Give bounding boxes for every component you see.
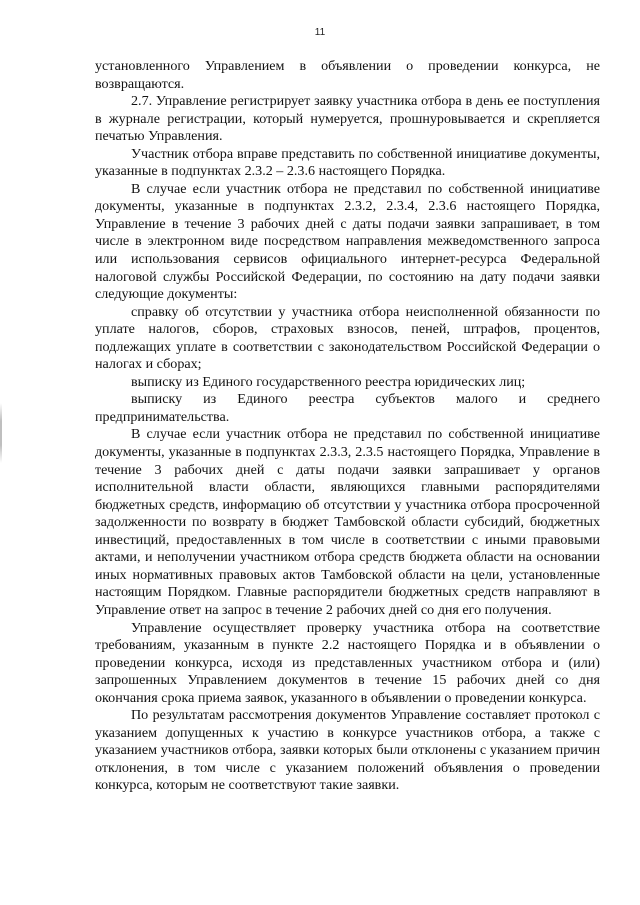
paragraph: выписку из Единого реестра субъектов малого и среднего предпринимательства.: [95, 391, 600, 425]
paragraph: выписку из Единого государственного реестра юридических лиц;: [131, 373, 526, 390]
page-number: 11: [314, 27, 326, 38]
paragraph: 2.7. Управление регистрирует заявку участника отбора в день ее поступления в журнале регистрации, который нумеруется, прошнуровывается и скрепляется печатью Управления.: [95, 93, 600, 145]
paragraph: Управление осуществляет проверку участника отбора на соответствие требованиям, указанным в пункте 2.2 настоящего Порядка и в объявлении о проведении конкурса, исходя из представленных участником отбора и (или) запрошенных Управлением документов в течение 15 рабочих дней со дня окончания срока приема заявок, указанного в объявлении о проведении конкурса.: [95, 619, 600, 706]
paragraph: По результатам рассмотрения документов Управление составляет протокол с указанием допущенных к участию в конкурсе участников отбора, а также с указанием участников отбора, заявки которых были отклонены с указанием причин отклонения, в том числе с указанием положений объявления о проведении конкурса, которым не соответствуют такие заявки.: [95, 707, 600, 794]
scan-edge-mark: [0, 403, 2, 463]
paragraph: Участник отбора вправе представить по собственной инициативе документы, указанные в подпунктах 2.3.2 – 2.3.6 настоящего Порядка.: [95, 145, 600, 180]
paragraph: В случае если участник отбора не представил по собственной инициативе документы, указанные в подпунктах 2.3.2, 2.3.4, 2.3.6 настоящего Порядка, Управление в течение 3 рабочих дней с даты подачи заявки запрашивает, в том числе в электронном виде посредством направления межведомственного запроса или использования сервисов официального интернет-ресурса Федеральной налоговой службы Российской Федерации, по состоянию на дату подачи заявки следующие документы:: [95, 180, 600, 303]
paragraph: установленного Управлением в объявлении о проведении конкурса, не возвращаются.: [95, 58, 600, 92]
paragraph: справку об отсутствии у участника отбора неисполненной обязанности по уплате налогов, сборов, страховых взносов, пеней, штрафов, процентов, подлежащих уплате в соответствии с законодательством Российской Федерации о налогах и сборах;: [95, 303, 600, 373]
document-body: [95, 58, 600, 795]
paragraph: В случае если участник отбора не представил по собственной инициативе документы, указанные в подпунктах 2.3.3, 2.3.5 настоящего Порядка, Управление в течение 3 рабочих дней с даты подачи заявки запрашивает у органов исполнительной власти области, являющихся главными распорядителями бюджетных средств, информацию об отсутствии у участника отбора просроченной задолженности по возврату в бюджет Тамбовской области субсидий, бюджетных инвестиций, предоставленных в том числе в соответствии с иными правовыми актами, и неполучении участником отбора средств бюджета области на основании иных нормативных правовых актов Тамбовской области на цели, установленные настоящим Порядком. Главные распорядители бюджетных средств направляют в Управление ответ на запрос в течение 2 рабочих дней со дня его получения.: [95, 426, 600, 618]
